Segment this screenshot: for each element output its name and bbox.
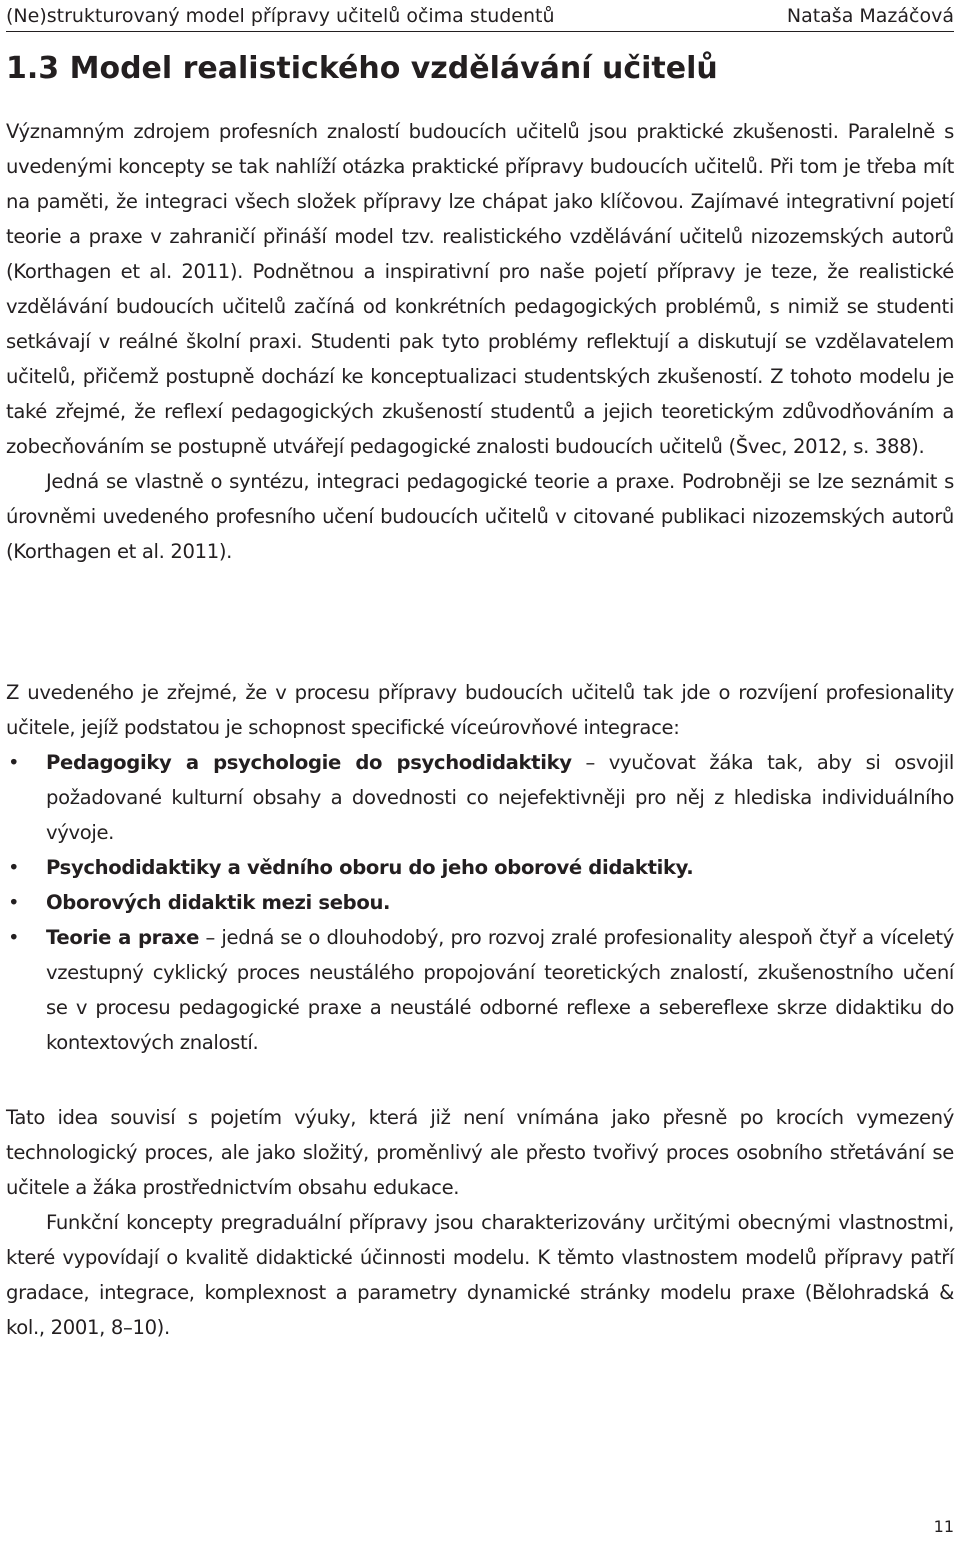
list-item-term: Pedagogiky a psychologie do psychodidaktiky (46, 751, 572, 774)
list-item (6, 885, 954, 920)
section-heading (6, 50, 718, 88)
text-block-integration (6, 675, 954, 1060)
list-item-term: Teorie a praxe (46, 926, 200, 949)
header-author: Nataša Mazáčová (786, 5, 954, 27)
bullet-icon: • (8, 926, 20, 949)
list-item-term: Psychodidaktiky a vědního oboru do jeho oborové didaktiky. (46, 856, 694, 879)
running-header (6, 3, 954, 32)
header-book-title: (Ne)strukturovaný model přípravy učitelů očima studentů (6, 5, 555, 27)
paragraph-5: Funkční koncepty pregraduální přípravy jsou charakterizovány určitými obecnými vlastnostmi, které vypovídají o kvalitě didaktické účinnosti modelu. K těmto vlastnostem modelů přípravy patří gradace, integrace, komplexnost a parametry dynamické stránky modelu praxe (Bělohradská & kol., 2001, 8–10). (6, 1211, 954, 1339)
paragraph-4: Tato idea souvisí s pojetím výuky, která již není vnímána jako přesně po krocích vymezený technologický proces, ale jako složitý, proměnlivý ale přesto tvořivý proces osobního střetávání se učitele a žáka prostřednictvím obsahu edukace. (6, 1106, 954, 1199)
list-item (6, 745, 954, 850)
list-item (6, 850, 954, 885)
section-number: 1.3 (6, 51, 60, 86)
list-item (6, 920, 954, 1060)
bullet-icon: • (8, 856, 20, 879)
paragraph-2: Jedná se vlastně o syntézu, integraci pedagogické teorie a praxe. Podrobněji se lze seznámit s úrovněmi uvedeného profesního učení budoucích učitelů v citované publikaci nizozemských autorů (Korthagen et al. 2011). (6, 470, 954, 563)
section-title: Model realistického vzdělávání učitelů (69, 51, 718, 86)
bullet-icon: • (8, 891, 20, 914)
bullet-icon: • (8, 751, 20, 774)
page-number: 11 (933, 1517, 954, 1536)
list-item-text: – vyučovat žáka tak, aby si osvojil požadované kulturní obsahy a dovednosti co nejefektivněji pro něj z hlediska individuálního vývoje. (46, 751, 954, 844)
text-block-concepts (6, 1100, 954, 1345)
integration-list (6, 745, 954, 1060)
paragraph-3: Z uvedeného je zřejmé, že v procesu přípravy budoucích učitelů tak jde o rozvíjení profesionality učitele, jejíž podstatou je schopnost specifické víceúrovňové integrace: (6, 681, 954, 739)
text-block-intro (6, 114, 954, 569)
list-item-term: Oborových didaktik mezi sebou. (46, 891, 391, 914)
paragraph-1: Významným zdrojem profesních znalostí budoucích učitelů jsou praktické zkušenosti. Paralelně s uvedenými koncepty se tak nahlíží otázka praktické přípravy budoucích učitelů. Při tom je třeba mít na paměti, že integraci všech složek přípravy lze chápat jako klíčovou. Zajímavé integrativní pojetí teorie a praxe v zahraničí přináší model tzv. realistického vzdělávání učitelů nizozemských autorů (Korthagen et al. 2011). Podnětnou a inspirativní pro naše pojetí přípravy je teze, že realistické vzdělávání budoucích učitelů začíná od konkrétních pedagogických problémů, s nimiž se studenti setkávají v reálné školní praxi. Studenti pak tyto problémy reflektují a diskutují se vzdělavatelem učitelů, přičemž postupně dochází ke konceptualizaci studentských zkušeností. Z tohoto modelu je také zřejmé, že reflexí pedagogických zkušeností studentů a jejich teoretickým zdůvodňováním a zobecňováním se postupně utvářejí pedagogické znalosti budoucích učitelů (Švec, 2012, s. 388). (6, 120, 954, 458)
list-item-text: – jedná se o dlouhodobý, pro rozvoj zralé profesionality alespoň čtyř a víceletý vzestupný cyklický proces neustálého propojování teoretických znalostí, zkušenostního učení se v procesu pedagogické praxe a neustálé odborné reflexe a sebereflexe skrze didaktiku do kontextových znalostí. (46, 926, 955, 1054)
